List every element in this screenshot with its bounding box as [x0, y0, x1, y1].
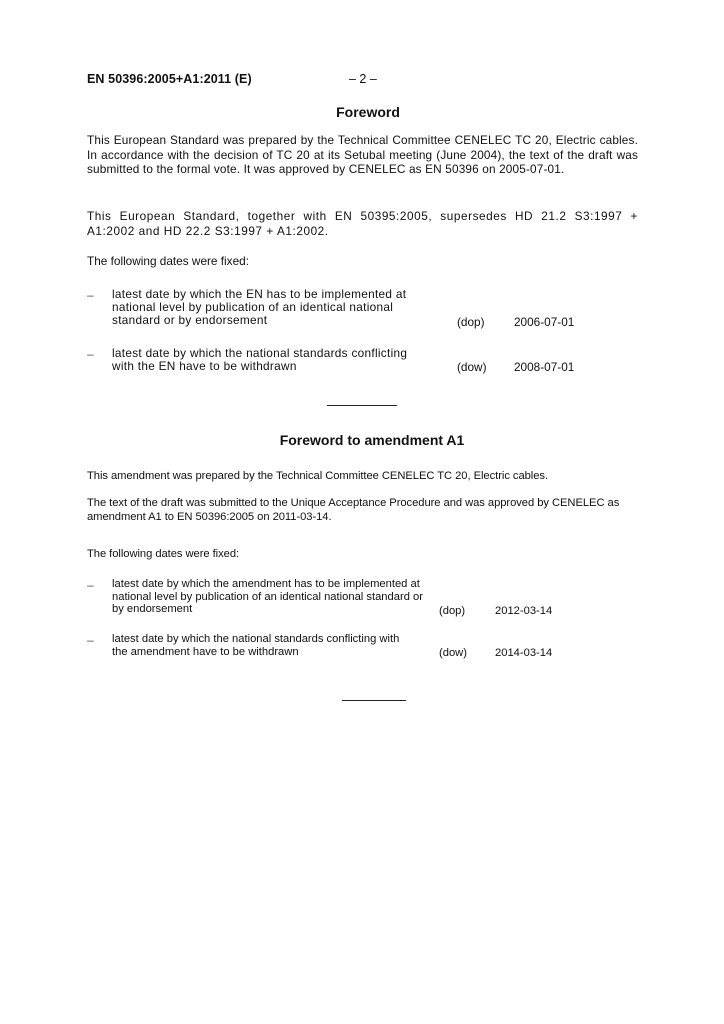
list-dash: –: [87, 578, 94, 592]
list-dash: –: [87, 288, 94, 302]
amendment-date-item-dop: [87, 578, 647, 622]
date-item-value: 2006-07-01: [514, 315, 575, 329]
section-divider: [327, 405, 397, 406]
page-number: – 2 –: [349, 72, 377, 86]
amendment-paragraph-1: This amendment was prepared by the Technical Committee CENELEC TC 20, Electric cables.: [87, 470, 549, 482]
foreword-paragraph-2: This European Standard, together with EN 50395:2005, supersedes HD 21.2 S3:1997 + A1:2002 and HD 22.2 S3:1997 + A1:2002.: [87, 209, 638, 238]
document-identifier: EN 50396:2005+A1:2011 (E): [87, 72, 252, 86]
date-item-value: 2008-07-01: [514, 360, 575, 374]
list-dash: –: [87, 633, 94, 647]
amendment-date-item-dow: [87, 633, 647, 663]
date-item-abbreviation: (dow): [439, 647, 467, 659]
date-item-text: latest date by which the national standards conflicting with the EN have to be withdrawn: [112, 346, 408, 373]
foreword-paragraph-3: The following dates were fixed:: [87, 254, 249, 268]
list-dash: –: [87, 347, 94, 361]
date-item-abbreviation: (dow): [457, 360, 487, 374]
foreword-date-item-dow: [87, 347, 647, 377]
date-item-text: latest date by which the EN has to be implemented at national level by publication of an identical national standard or by endorsement: [112, 287, 407, 327]
date-item-text: latest date by which the amendment has to be implemented at national level by publication of an identical national standard or by endorsement: [112, 578, 423, 615]
amendment-paragraph-3: The following dates were fixed:: [87, 548, 240, 560]
date-item-value: 2014-03-14: [495, 647, 553, 659]
amendment-title: Foreword to amendment A1: [279, 432, 465, 448]
date-item-value: 2012-03-14: [495, 605, 553, 617]
date-item-text: latest date by which the national standards conflicting with the amendment have to be withdrawn: [112, 633, 400, 658]
foreword-date-item-dop: [87, 288, 647, 333]
amendment-paragraph-2: The text of the draft was submitted to the Unique Acceptance Procedure and was approved by CENELEC as amendment A1 to EN 50396:2005 on 2011-03-14.: [87, 497, 620, 523]
foreword-paragraph-1: This European Standard was prepared by the Technical Committee CENELEC TC 20, Electric cables. In accordance with the decision of TC 20 at its Setubal meeting (June 2004), the text of the draft was submitted to the formal vote. It was approved by CENELEC as EN 50396 on 2005-07-01.: [87, 133, 638, 177]
end-divider: [342, 700, 406, 701]
foreword-title: Foreword: [336, 104, 400, 120]
date-item-abbreviation: (dop): [439, 605, 466, 617]
date-item-abbreviation: (dop): [457, 315, 485, 329]
